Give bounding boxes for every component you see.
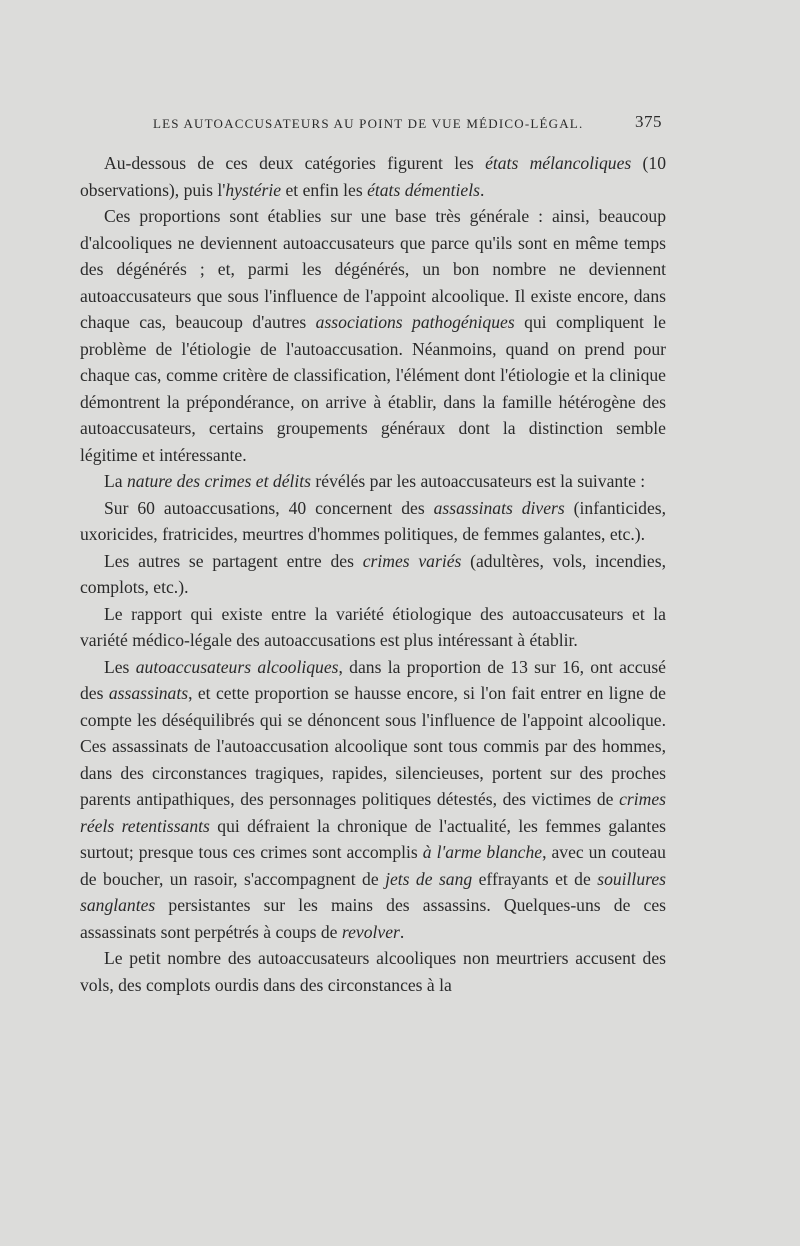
text-run: (infanticides, uxoricides, fratricides, meurtres d'hommes politiques, de femmes galantes, etc.). xyxy=(80,497,666,544)
text-run: (adultères, vols, incendies, complots, etc.). xyxy=(80,550,666,597)
running-title: LES AUTOACCUSATEURS AU POINT DE VUE MÉDICO-LÉGAL. xyxy=(153,116,584,131)
italic-run: hystérie xyxy=(225,179,282,200)
paragraph xyxy=(80,548,666,601)
text-run: , et cette proportion se hausse encore, si l'on fait entrer en ligne de compte les déséquilibrés qui se dénoncent sous l'influence de l'appoint alcoolique. Ces assassinats de l'autoaccusation alcoolique sont tous commis par des hommes, dans des circonstances tragiques, rapides, silencieuses, portent sur des proches parents antipathiques, des personnages politiques détestés, des victimes de xyxy=(80,683,666,809)
text-run: qui défraient la chronique de l'actualité, les femmes galantes surtout; presque tous ces crimes sont accomplis xyxy=(80,815,666,862)
body-text xyxy=(80,150,666,998)
italic-run: crimes réels retentissants xyxy=(80,789,666,836)
text-run: Sur 60 autoaccusations, 40 concernent des xyxy=(104,497,434,518)
text-run: effrayants et de xyxy=(472,868,598,889)
paragraph xyxy=(80,654,666,946)
text-run: . xyxy=(479,179,485,200)
text-run: Le petit nombre des autoaccusateurs alcooliques non meurtriers accusent des vols, des complots ourdis dans des circonstances à la xyxy=(80,948,666,995)
text-run: , avec un couteau de boucher, un rasoir, s'accompagnent de xyxy=(80,842,666,889)
text-run: Les xyxy=(104,656,136,677)
text-run: Au-dessous de ces deux catégories figurent les xyxy=(104,153,486,173)
page-number: 375 xyxy=(635,112,662,131)
paragraph xyxy=(80,468,666,495)
italic-run: assassinats divers xyxy=(433,497,565,518)
paragraph xyxy=(80,495,666,548)
paragraph xyxy=(80,601,666,654)
text-run: Les autres se partagent entre des xyxy=(104,550,363,571)
text-run: (10 observations), puis l' xyxy=(80,153,666,200)
text-run: persistantes sur les mains des assassins. Quelques-uns de ces assassinats sont perpétrés à coups de xyxy=(80,895,666,942)
paragraph xyxy=(80,203,666,468)
italic-run: à l'arme blanche xyxy=(422,842,543,862)
running-header xyxy=(78,112,662,134)
italic-run: états mélancoliques xyxy=(485,153,632,173)
text-run: . xyxy=(399,921,405,942)
italic-run: revolver xyxy=(341,921,400,942)
italic-run: associations pathogéniques xyxy=(315,312,515,332)
paragraph xyxy=(80,150,666,203)
text-run: Le rapport qui existe entre la variété étiologique des autoaccusateurs et la variété médico-légale des autoaccusations est plus intéressant à établir. xyxy=(80,603,666,650)
text-run: et enfin les xyxy=(281,179,368,200)
italic-run: autoaccusateurs alcooliques xyxy=(135,656,339,677)
italic-run: jets de sang xyxy=(385,868,473,889)
text-run: qui compliquent le problème de l'étiologie de l'autoaccusation. Néanmoins, quand on prend pour chaque cas, comme critère de classification, l'élément dont l'étiologie et la clinique démontrent la prépondérance, on arrive à établir, dans la famille hétérogène des autoaccusateurs, certains groupements généraux dont la distinction semble légitime et intéressante. xyxy=(80,312,666,465)
italic-run: crimes variés xyxy=(362,550,462,571)
italic-run: assassinats xyxy=(108,683,189,703)
paragraph xyxy=(80,945,666,998)
italic-run: états démentiels xyxy=(367,179,480,200)
text-run: , dans la proportion de 13 sur 16, ont accusé des xyxy=(80,656,666,703)
text-run: révélés par les autoaccusateurs est la suivante : xyxy=(311,471,646,491)
italic-run: nature des crimes et délits xyxy=(126,471,312,491)
text-run: La xyxy=(104,471,127,491)
text-run: Ces proportions sont établies sur une base très générale : ainsi, beaucoup d'alcooliques ne deviennent autoaccusateurs que parce qu'ils sont en même temps des dégénérés ; et, parmi les dégénérés, un bon nombre ne deviennent autoaccusateurs que sous l'influence de l'appoint alcoolique. Il existe encore, dans chaque cas, beaucoup d'autres xyxy=(80,206,666,332)
italic-run: souillures sanglantes xyxy=(80,868,666,915)
